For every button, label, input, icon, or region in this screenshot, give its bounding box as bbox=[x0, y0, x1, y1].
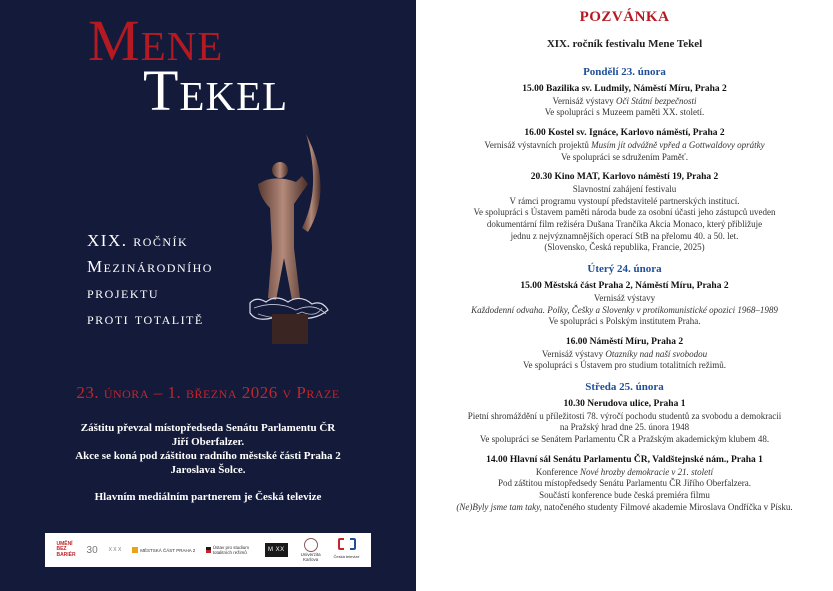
event-line bbox=[416, 467, 833, 479]
logo-text: Univerzita Karlova bbox=[300, 552, 321, 562]
program-event bbox=[416, 128, 833, 163]
event-line: Ve spolupráci s Ústavem pro studium totalitních režimů. bbox=[523, 360, 726, 371]
festival-logo-tekel: Tekel bbox=[143, 58, 289, 123]
patronage-line: Jaroslava Šolce. bbox=[170, 464, 246, 476]
event-title: (Ne)Byly jsme tam taky, bbox=[456, 501, 542, 512]
program-event bbox=[416, 281, 833, 328]
day-heading: Úterý 24. února bbox=[587, 263, 662, 276]
event-text: Vernisáž výstavy bbox=[552, 95, 616, 106]
partner-logos-strip bbox=[45, 533, 371, 567]
xxx-logo: X X X bbox=[108, 546, 122, 553]
statue-image bbox=[236, 128, 356, 350]
program-list bbox=[416, 66, 833, 522]
thirty-logo: 30 bbox=[86, 544, 98, 556]
event-line bbox=[416, 96, 833, 108]
subtitle-line: Mezinárodního bbox=[87, 257, 213, 276]
ustrcr-flag-icon bbox=[206, 547, 211, 553]
logo-text: BEZ bbox=[56, 546, 67, 553]
ceska-televize-logo bbox=[334, 538, 360, 562]
logo-text: Česká televize bbox=[333, 554, 360, 559]
event-line bbox=[416, 502, 833, 514]
praha2-square-icon bbox=[132, 547, 138, 553]
logo-text: MĚSTSKÁ ČÁST PRAHA 2 bbox=[140, 547, 196, 553]
patronage-line: Jiří Oberfalzer. bbox=[171, 436, 245, 448]
logo-text: UMĚNÍ bbox=[56, 540, 73, 547]
event-text: Vernisáž výstavy bbox=[541, 348, 606, 359]
event-title: Nové hrozby demokracie v 21. století bbox=[580, 466, 714, 477]
event-heading: 15.00 Bazilika sv. Ludmily, Náměstí Míru, Praha 2 bbox=[522, 84, 727, 94]
event-heading: 14.00 Hlavní sál Senátu Parlamentu ČR, Valdštejnské nám., Praha 1 bbox=[486, 454, 763, 465]
program-event bbox=[416, 337, 833, 372]
event-heading: 20.30 Kino MAT, Karlovo náměstí 19, Praha 2 bbox=[530, 172, 719, 183]
event-line: Ve spolupráci s Muzeem paměti XX. století. bbox=[544, 107, 705, 118]
subtitle-line: projektu bbox=[87, 283, 160, 302]
patronage-text bbox=[0, 421, 416, 477]
patronage-line: Záštitu převzal místopředseda Senátu Parlamentu ČR bbox=[80, 422, 336, 434]
subtitle-line: proti totalitě bbox=[87, 309, 204, 328]
event-text: Vernisáž výstavních projektů bbox=[484, 139, 592, 150]
invitation-subtitle: XIX. ročník festivalu Mene Tekel bbox=[546, 38, 703, 50]
festival-dates: 23. února – 1. března 2026 v Praze bbox=[76, 383, 340, 402]
ct-emblem-icon bbox=[338, 538, 356, 550]
media-partner-text: Hlavním mediálním partnerem je Česká televize bbox=[94, 491, 322, 503]
event-line: Součástí konference bude česká premiéra filmu bbox=[539, 489, 710, 500]
poster-panel bbox=[0, 0, 416, 591]
event-line: V rámci programu vystoupí představitelé partnerských institucí. bbox=[509, 195, 740, 206]
umeni-bez-barier-logo bbox=[56, 542, 75, 559]
event-line: Vernisáž výstavy bbox=[593, 292, 656, 303]
ustrcr-logo bbox=[206, 545, 254, 555]
program-event bbox=[416, 172, 833, 254]
event-line: dokumentární film režiséra Dušana Trančíka Akcia Monaco, který přibližuje bbox=[486, 219, 763, 230]
event-title: Oči Státní bezpečnosti bbox=[615, 95, 697, 106]
event-line: Ve spolupráci s Ústavem paměti národa bude za osobní účasti jeho zástupců uveden bbox=[473, 207, 776, 218]
event-text: natočeného studenty Filmové akademie Miroslava Ondříčka v Písku. bbox=[541, 501, 793, 512]
event-heading: 16.00 Náměstí Míru, Praha 2 bbox=[565, 336, 684, 347]
uk-seal-icon bbox=[304, 538, 318, 552]
day-heading: Pondělí 23. února bbox=[583, 66, 666, 78]
event-line: Ve spolupráci se Senátem Parlamentu ČR a Pražským akademickým klubem 48. bbox=[479, 434, 770, 445]
event-text: Konference bbox=[535, 466, 581, 477]
event-line: Ve spolupráci se sdružením Paměť. bbox=[560, 151, 689, 162]
logo-text: BARIÉR bbox=[56, 551, 76, 558]
program-event bbox=[416, 84, 833, 119]
project-subtitle bbox=[87, 228, 213, 332]
event-title: Otazníky nad naší svobodou bbox=[605, 348, 708, 359]
program-event bbox=[416, 455, 833, 514]
event-line: Pietní shromáždění u příležitosti 78. výročí pochodu studentů za svobodu a demokracii bbox=[467, 410, 782, 421]
event-line: Ve spolupráci s Polským institutem Praha. bbox=[548, 316, 701, 327]
event-heading: 10.30 Nerudova ulice, Praha 1 bbox=[563, 399, 686, 410]
festival-logo-mene: Mene bbox=[88, 8, 224, 73]
event-heading: 16.00 Kostel sv. Ignáce, Karlovo náměstí, Praha 2 bbox=[524, 128, 725, 139]
event-line bbox=[416, 349, 833, 361]
day-heading: Středa 25. února bbox=[585, 381, 664, 394]
logo-text: Ústav pro studium totalitních režimů bbox=[212, 545, 249, 555]
uk-logo bbox=[299, 538, 323, 562]
mxx-logo: M XX bbox=[265, 543, 288, 557]
patronage-line: Akce se koná pod záštitou radního městské části Praha 2 bbox=[75, 450, 341, 462]
program-event bbox=[416, 399, 833, 446]
program-panel bbox=[416, 0, 833, 591]
subtitle-line: XIX. ročník bbox=[87, 231, 189, 250]
event-line: Slavnostní zahájení festivalu bbox=[572, 183, 677, 194]
event-line bbox=[416, 140, 833, 152]
event-line bbox=[416, 305, 833, 317]
event-line: na Pražský hrad dne 25. února 1948 bbox=[559, 422, 690, 433]
event-line: jednu z nejvýznamnějších operací StB na přelomu 40. a 50. let. bbox=[510, 230, 739, 241]
mc-praha2-logo bbox=[132, 547, 195, 553]
invitation-title: POZVÁNKA bbox=[579, 9, 670, 25]
event-line: (Slovensko, Česká republika, Francie, 2025) bbox=[544, 242, 705, 253]
event-title: Musím jít odvážně vpřed a Gottwaldovy oprátky bbox=[591, 139, 765, 150]
event-title: Každodenní odvaha. Polky, Češky a Slovenky v protikomunistické opozici 1968–1989 bbox=[471, 304, 778, 315]
event-line: Pod záštitou místopředsedy Senátu Parlamentu ČR Jiřího Oberfalzera. bbox=[498, 478, 751, 489]
event-heading: 15.00 Městská část Praha 2, Náměstí Míru, Praha 2 bbox=[520, 281, 729, 292]
